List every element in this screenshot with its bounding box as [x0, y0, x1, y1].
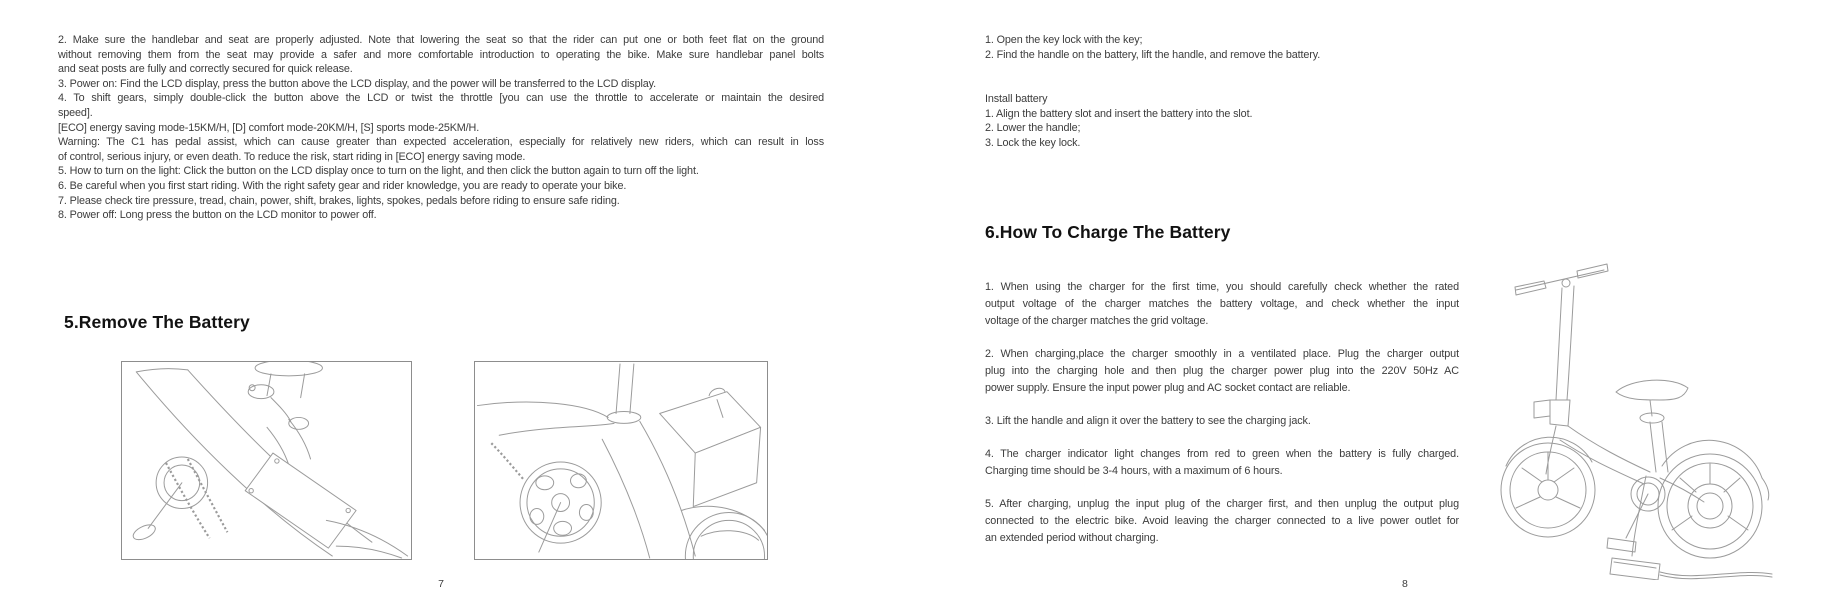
text-line: 4. To shift gears, simply double-click the button above the LCD or twist the throttle [you can use the throttle to accelerate or maintain the desired: [58, 92, 824, 105]
paragraph: [985, 413, 1459, 430]
charging-instructions-text: [985, 279, 1459, 563]
page-number-left: 7: [438, 578, 444, 590]
paragraph: [58, 77, 824, 92]
riding-instructions-text: [58, 33, 824, 223]
text-line: speed].: [58, 106, 93, 119]
text-line: 3. Lock the key lock.: [985, 136, 1081, 149]
paragraph: [58, 91, 824, 120]
text-line: Charging time should be 3-4 hours, with a maximum of 6 hours.: [985, 465, 1283, 477]
figure-battery-lifted-out: [474, 361, 768, 560]
paragraph: [58, 135, 824, 164]
text-line: 7. Please check tire pressure, tread, chain, power, shift, brakes, lights, spokes, pedals before riding to ensure safe riding.: [58, 194, 620, 207]
text-line: Warning: The C1 has pedal assist, which can cause greater than expected acceleration, especially for relatively new riders, which can result in loss: [58, 136, 824, 149]
bike-charging-line-art: [1500, 250, 1800, 580]
text-line: 1. Open the key lock with the key;: [985, 34, 1143, 46]
figure-battery-area-closeup: [121, 361, 412, 560]
paragraph: [985, 446, 1459, 480]
remove-battery-steps: [985, 33, 1465, 62]
text-line: 8. Power off: Long press the button on the LCD monitor to power off.: [58, 209, 377, 222]
text-line: 6. Be careful when you first start riding. With the right safety gear and rider knowledge, you are ready to operate your bike.: [58, 179, 627, 192]
page-number-right: 8: [1402, 578, 1408, 590]
battery-closeup-line-art: [122, 362, 411, 559]
text-line: 1. When using the charger for the first time, you should carefully check whether the rated: [985, 281, 1459, 293]
install-battery-label: Install battery: [985, 93, 1048, 105]
page-left: [0, 0, 900, 600]
text-line: 5. How to turn on the light: Click the button on the LCD display once to turn on the light, and then click the button again to turn off the light.: [58, 165, 699, 178]
text-line: 2. Make sure the handlebar and seat are properly adjusted. Note that lowering the seat so that the rider can put one or both feet flat on the ground: [58, 34, 824, 46]
figure-bike-charging: [1500, 250, 1800, 580]
text-line: connected to the electric bike. Avoid leaving the charger connected to a live power outlet for: [985, 515, 1459, 527]
text-line: 5. After charging, unplug the input plug of the charger first, and then unplug the output plug: [985, 498, 1459, 510]
text-line: 2. Find the handle on the battery, lift the handle, and remove the battery.: [985, 48, 1321, 61]
text-line: and seat posts are fully and correctly secured for quick release.: [58, 63, 353, 76]
text-line: 3. Lift the handle and align it over the battery to see the charging jack.: [985, 415, 1311, 427]
text-line: 2. When charging,place the charger smoothly in a ventilated place. Plug the charger output: [985, 348, 1459, 360]
paragraph: [985, 346, 1459, 397]
text-line: 4. The charger indicator light changes from red to green when the battery is fully charged.: [985, 448, 1459, 460]
page-right: [900, 0, 1831, 600]
text-line: 3. Power on: Find the LCD display, press the button above the LCD display, and the power will be transferred to the LCD display.: [58, 77, 656, 90]
text-line: power supply. Ensure the input power plug and AC socket contact are reliable.: [985, 382, 1351, 394]
paragraph: [58, 208, 824, 223]
text-line: an extended period without charging.: [985, 532, 1159, 544]
paragraph: [985, 279, 1459, 330]
text-line: [ECO] energy saving mode-15KM/H, [D] comfort mode-20KM/H, [S] sports mode-25KM/H.: [58, 121, 480, 134]
text-line: 1. Align the battery slot and insert the battery into the slot.: [985, 107, 1253, 120]
text-line: of control, serious injury, or even death. To reduce the risk, start riding in [ECO] energy saving mode.: [58, 150, 526, 163]
text-line: plug into the charging hole and then plug the charger power plug into the 220V 50Hz AC: [985, 365, 1459, 377]
paragraph: [985, 33, 1465, 62]
paragraph: [58, 179, 824, 194]
text-line: output voltage of the charger matches the battery voltage, and check whether the input: [985, 298, 1459, 310]
text-line: 2. Lower the handle;: [985, 122, 1081, 135]
paragraph: [58, 121, 824, 136]
section-heading-charge-battery: 6.How To Charge The Battery: [985, 222, 1231, 242]
battery-lifted-line-art: [475, 362, 767, 559]
paragraph: [985, 107, 1465, 151]
paragraph: [58, 194, 824, 209]
paragraph: [58, 33, 824, 77]
text-line: voltage of the charger matches the grid voltage.: [985, 315, 1209, 327]
text-line: without removing them from the seat may provide a safer and more comfortable introduction to operating the bike. Make sure handlebar panel bolts: [58, 48, 824, 61]
section-heading-remove-battery: 5.Remove The Battery: [64, 312, 250, 332]
install-battery-block: [985, 92, 1465, 150]
paragraph: [58, 164, 824, 179]
paragraph: [985, 496, 1459, 547]
